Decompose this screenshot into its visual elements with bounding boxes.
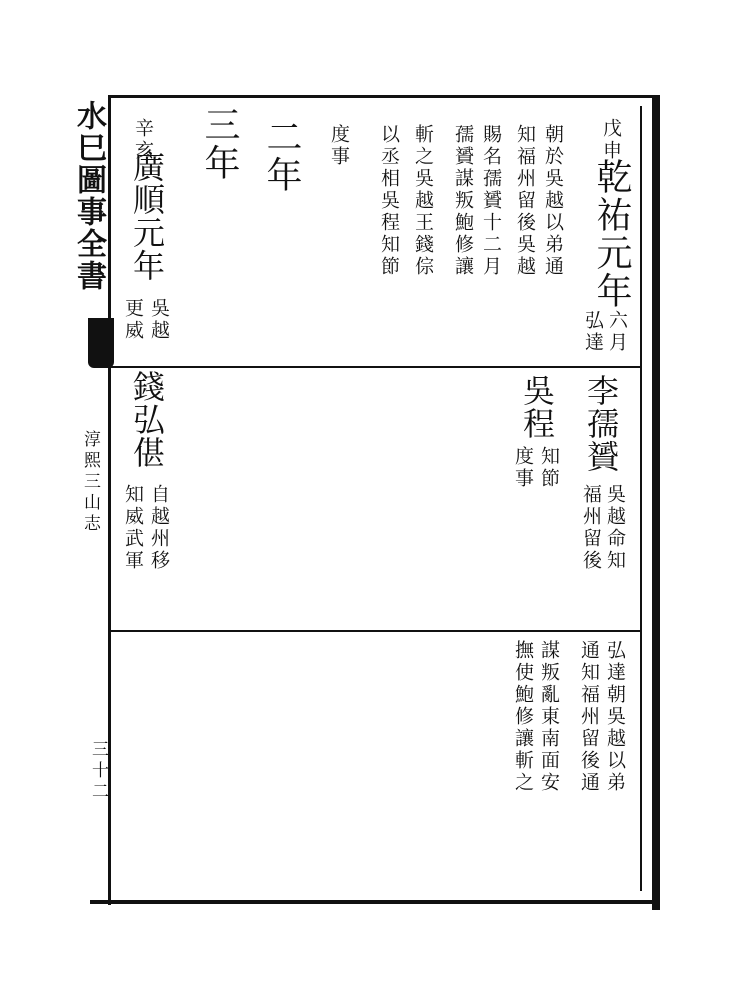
event-text-col-5: 斬之吳越王錢倧: [412, 124, 434, 278]
era-guangshun-note-left: 更威: [122, 298, 144, 342]
era-guangshun-1: 廣順元年: [128, 150, 166, 282]
official-name-wu-cheng: 吳程: [518, 374, 556, 440]
era-note-left: 弘達: [582, 310, 604, 354]
event-text-col-1: 朝於吳越以弟通: [542, 124, 564, 278]
row-divider-1: [110, 366, 642, 368]
frame-right-line: [652, 95, 660, 910]
event-text-col-6: 以丞相吳程知節: [378, 124, 400, 278]
official-note-left-3: 知威武軍: [122, 484, 144, 572]
note-col-3: 謀叛亂東南面安: [538, 640, 560, 794]
year-er-nian: 二年: [261, 118, 302, 194]
row-divider-2: [110, 630, 642, 632]
frame-left-line: [108, 95, 111, 905]
era-note-right: 六月: [606, 310, 628, 354]
event-text-col-4: 孺贇謀叛鮑修讓: [452, 124, 474, 278]
margin-page-number: 三十二: [88, 740, 108, 803]
year-ganzhi-wushen: 戊申: [600, 118, 622, 162]
event-text-col-2: 知福州留後吳越: [514, 124, 536, 278]
official-name-qian-hongyan: 錢弘偡: [128, 370, 166, 469]
event-text-col-7: 度事: [328, 124, 350, 168]
note-col-2: 通知福州留後通: [578, 640, 600, 794]
official-note-left-1: 福州留後: [580, 484, 602, 572]
official-name-li-ruyun: 李孺贇: [582, 374, 620, 473]
era-qianyou-1: 乾祐元年: [591, 158, 632, 310]
inner-right-line: [640, 106, 642, 891]
note-col-1: 弘達朝吳越以弟: [604, 640, 626, 794]
year-ganzhi-xinhai: 辛亥: [132, 118, 154, 162]
official-note-right-2: 知節: [538, 446, 560, 490]
margin-book-name: 淳熙三山志: [80, 430, 100, 535]
official-note-left-2: 度事: [512, 446, 534, 490]
event-text-col-3: 賜名孺贇十二月: [480, 124, 502, 278]
margin-book-title: 水巳圖事全書: [71, 100, 106, 292]
official-note-right-1: 吳越命知: [604, 484, 626, 572]
note-col-4: 撫使鮑修讓斬之: [512, 640, 534, 794]
frame-bottom-line: [90, 900, 660, 904]
era-guangshun-note-right: 吳越: [148, 298, 170, 342]
frame-top-line: [108, 95, 658, 98]
year-san-nian: 三年: [199, 106, 240, 182]
official-note-right-3: 自越州移: [148, 484, 170, 572]
